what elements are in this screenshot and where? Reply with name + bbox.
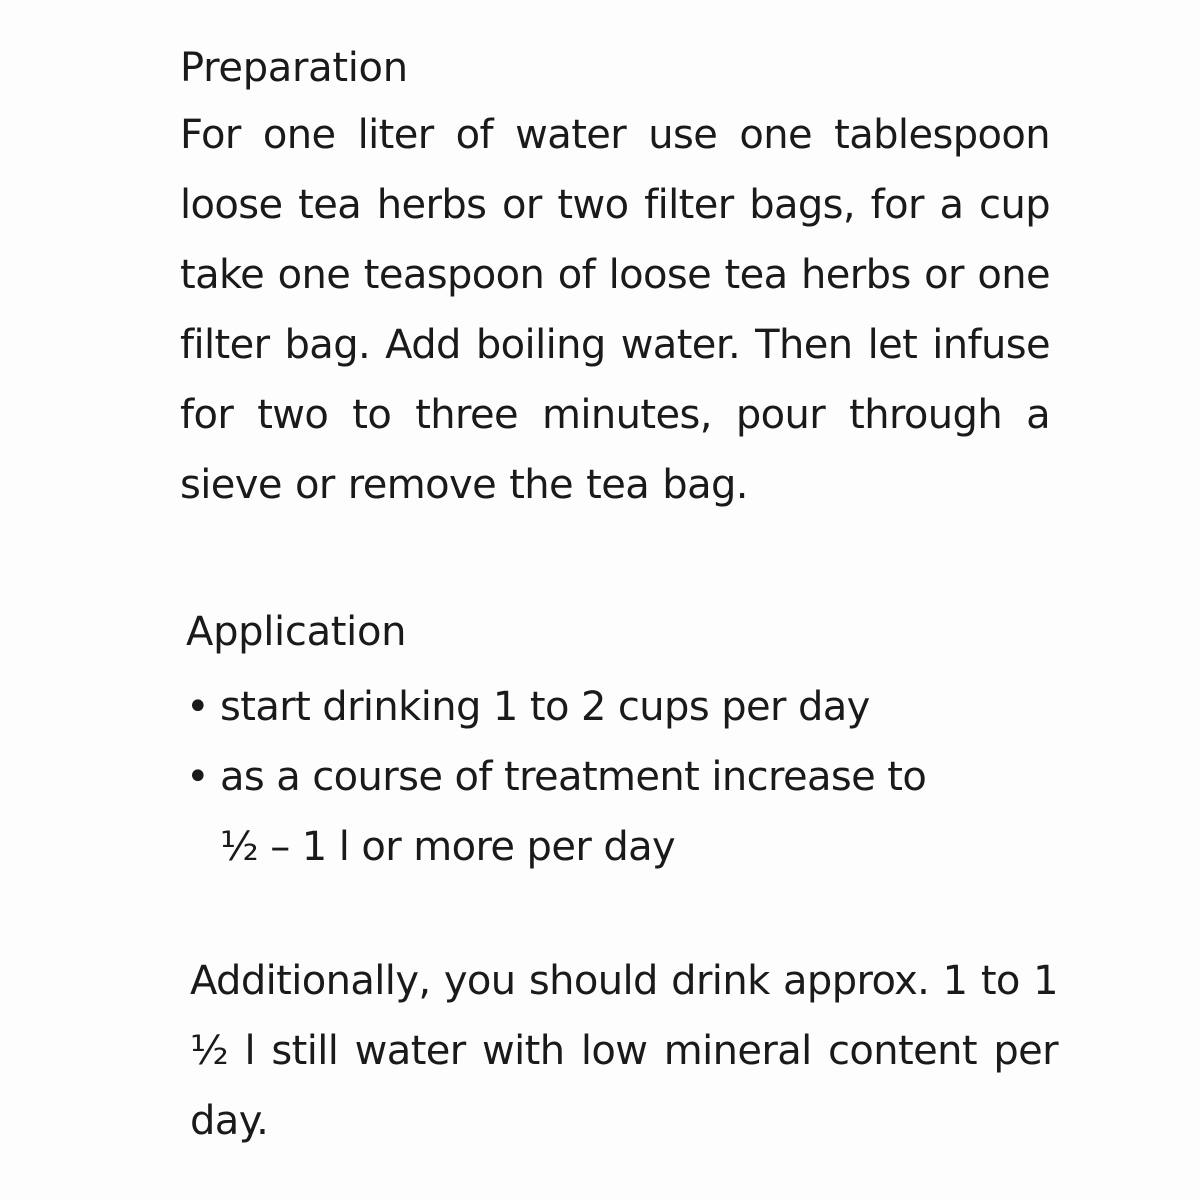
bullet-icon: •	[186, 754, 209, 800]
additional-text: Additionally, you should drink approx. 1 to 1 ½ l still water with low mineral content per day.	[190, 958, 1058, 1144]
list-item-text: as a course of treatment increase to ½ – 1 l or more per day	[220, 754, 927, 870]
preparation-heading: Preparation	[180, 45, 408, 91]
list-item-text: start drinking 1 to 2 cups per day	[220, 684, 870, 730]
list-item	[186, 672, 1056, 742]
preparation-text: For one liter of water use one tablespoon loose tea herbs or two filter bags, for a cup take one teaspoon of loose tea herbs or one filter bag. Add boiling water. Then let infuse for two to three minutes, pour through a sieve or remove the tea bag.	[180, 112, 1050, 508]
application-heading: Application	[186, 609, 407, 655]
bullet-icon: •	[186, 684, 209, 730]
additional-section	[190, 946, 1058, 1156]
application-list	[186, 672, 1056, 882]
preparation-section	[180, 44, 1050, 520]
application-section	[186, 608, 1056, 882]
list-item	[186, 742, 1056, 882]
